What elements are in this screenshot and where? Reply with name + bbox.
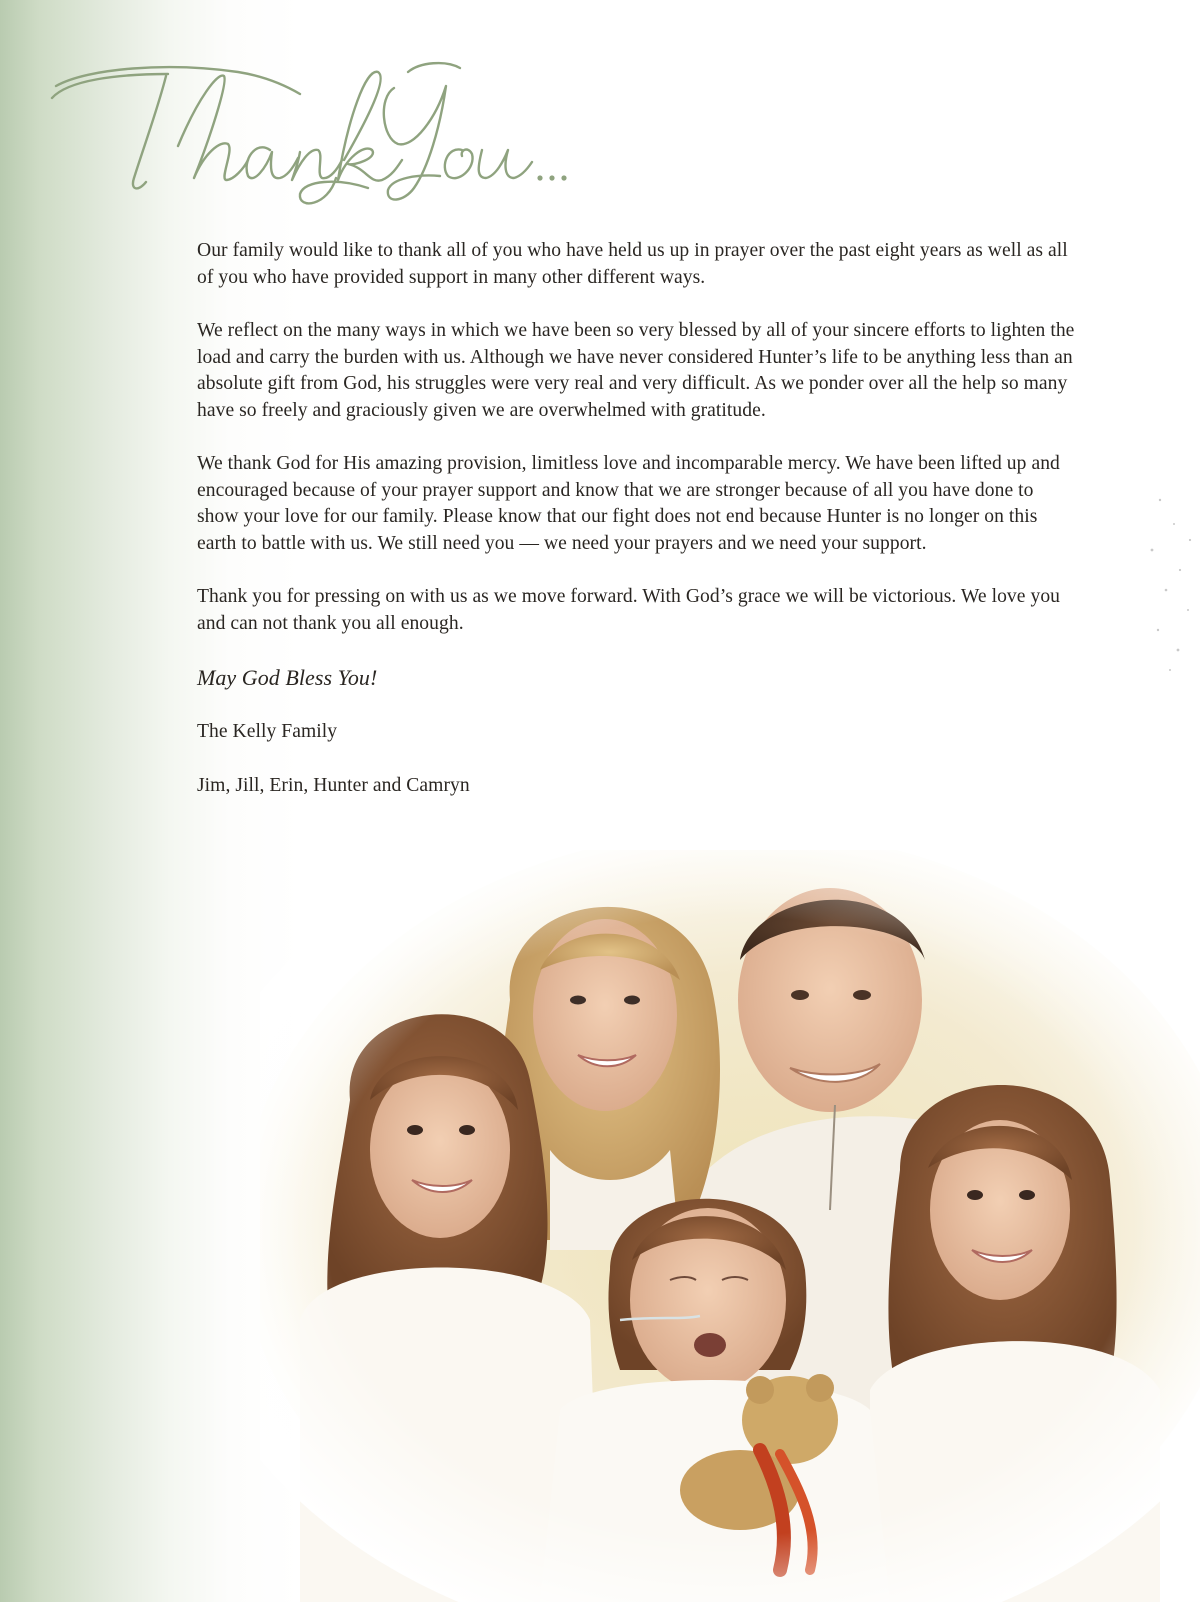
blessing-line: May God Bless You! (197, 665, 378, 690)
letter-body (197, 238, 1077, 826)
scan-speckle-decoration (1140, 480, 1200, 700)
signature-names: Jim, Jill, Erin, Hunter and Camryn (197, 774, 470, 796)
signature-family: The Kelly Family (197, 721, 338, 742)
paragraph-1: Our family would like to thank all of you who have held us up in prayer over the past eight years as well as all of you who have provided support in many other different ways. (197, 240, 1068, 288)
family-portrait-photo (260, 850, 1200, 1602)
paragraph-3: We thank God for His amazing provision, limitless love and incomparable mercy. We have been lifted up and encouraged because of your prayer support and know that we are stronger because of all you have done to show your love for our family. Please know that our fight does not end because Hunter is no longer on this earth to battle with us. We still need you — we need your prayers and we need your support. (197, 453, 1060, 554)
paragraph-2: We reflect on the many ways in which we have been so very blessed by all of your sincere efforts to lighten the load and carry the burden with us. Although we have never considered Hunter’s life to be anything less than an absolute gift from God, his struggles were very real and very difficult. As we ponder over all the help so many have so freely and graciously given we are overwhelmed with gratitude. (197, 320, 1075, 421)
paragraph-4: Thank you for pressing on with us as we move forward. With God’s grace we will be victorious. We love you and can not thank you all enough. (197, 586, 1061, 634)
thank-you-script-title (48, 28, 568, 208)
